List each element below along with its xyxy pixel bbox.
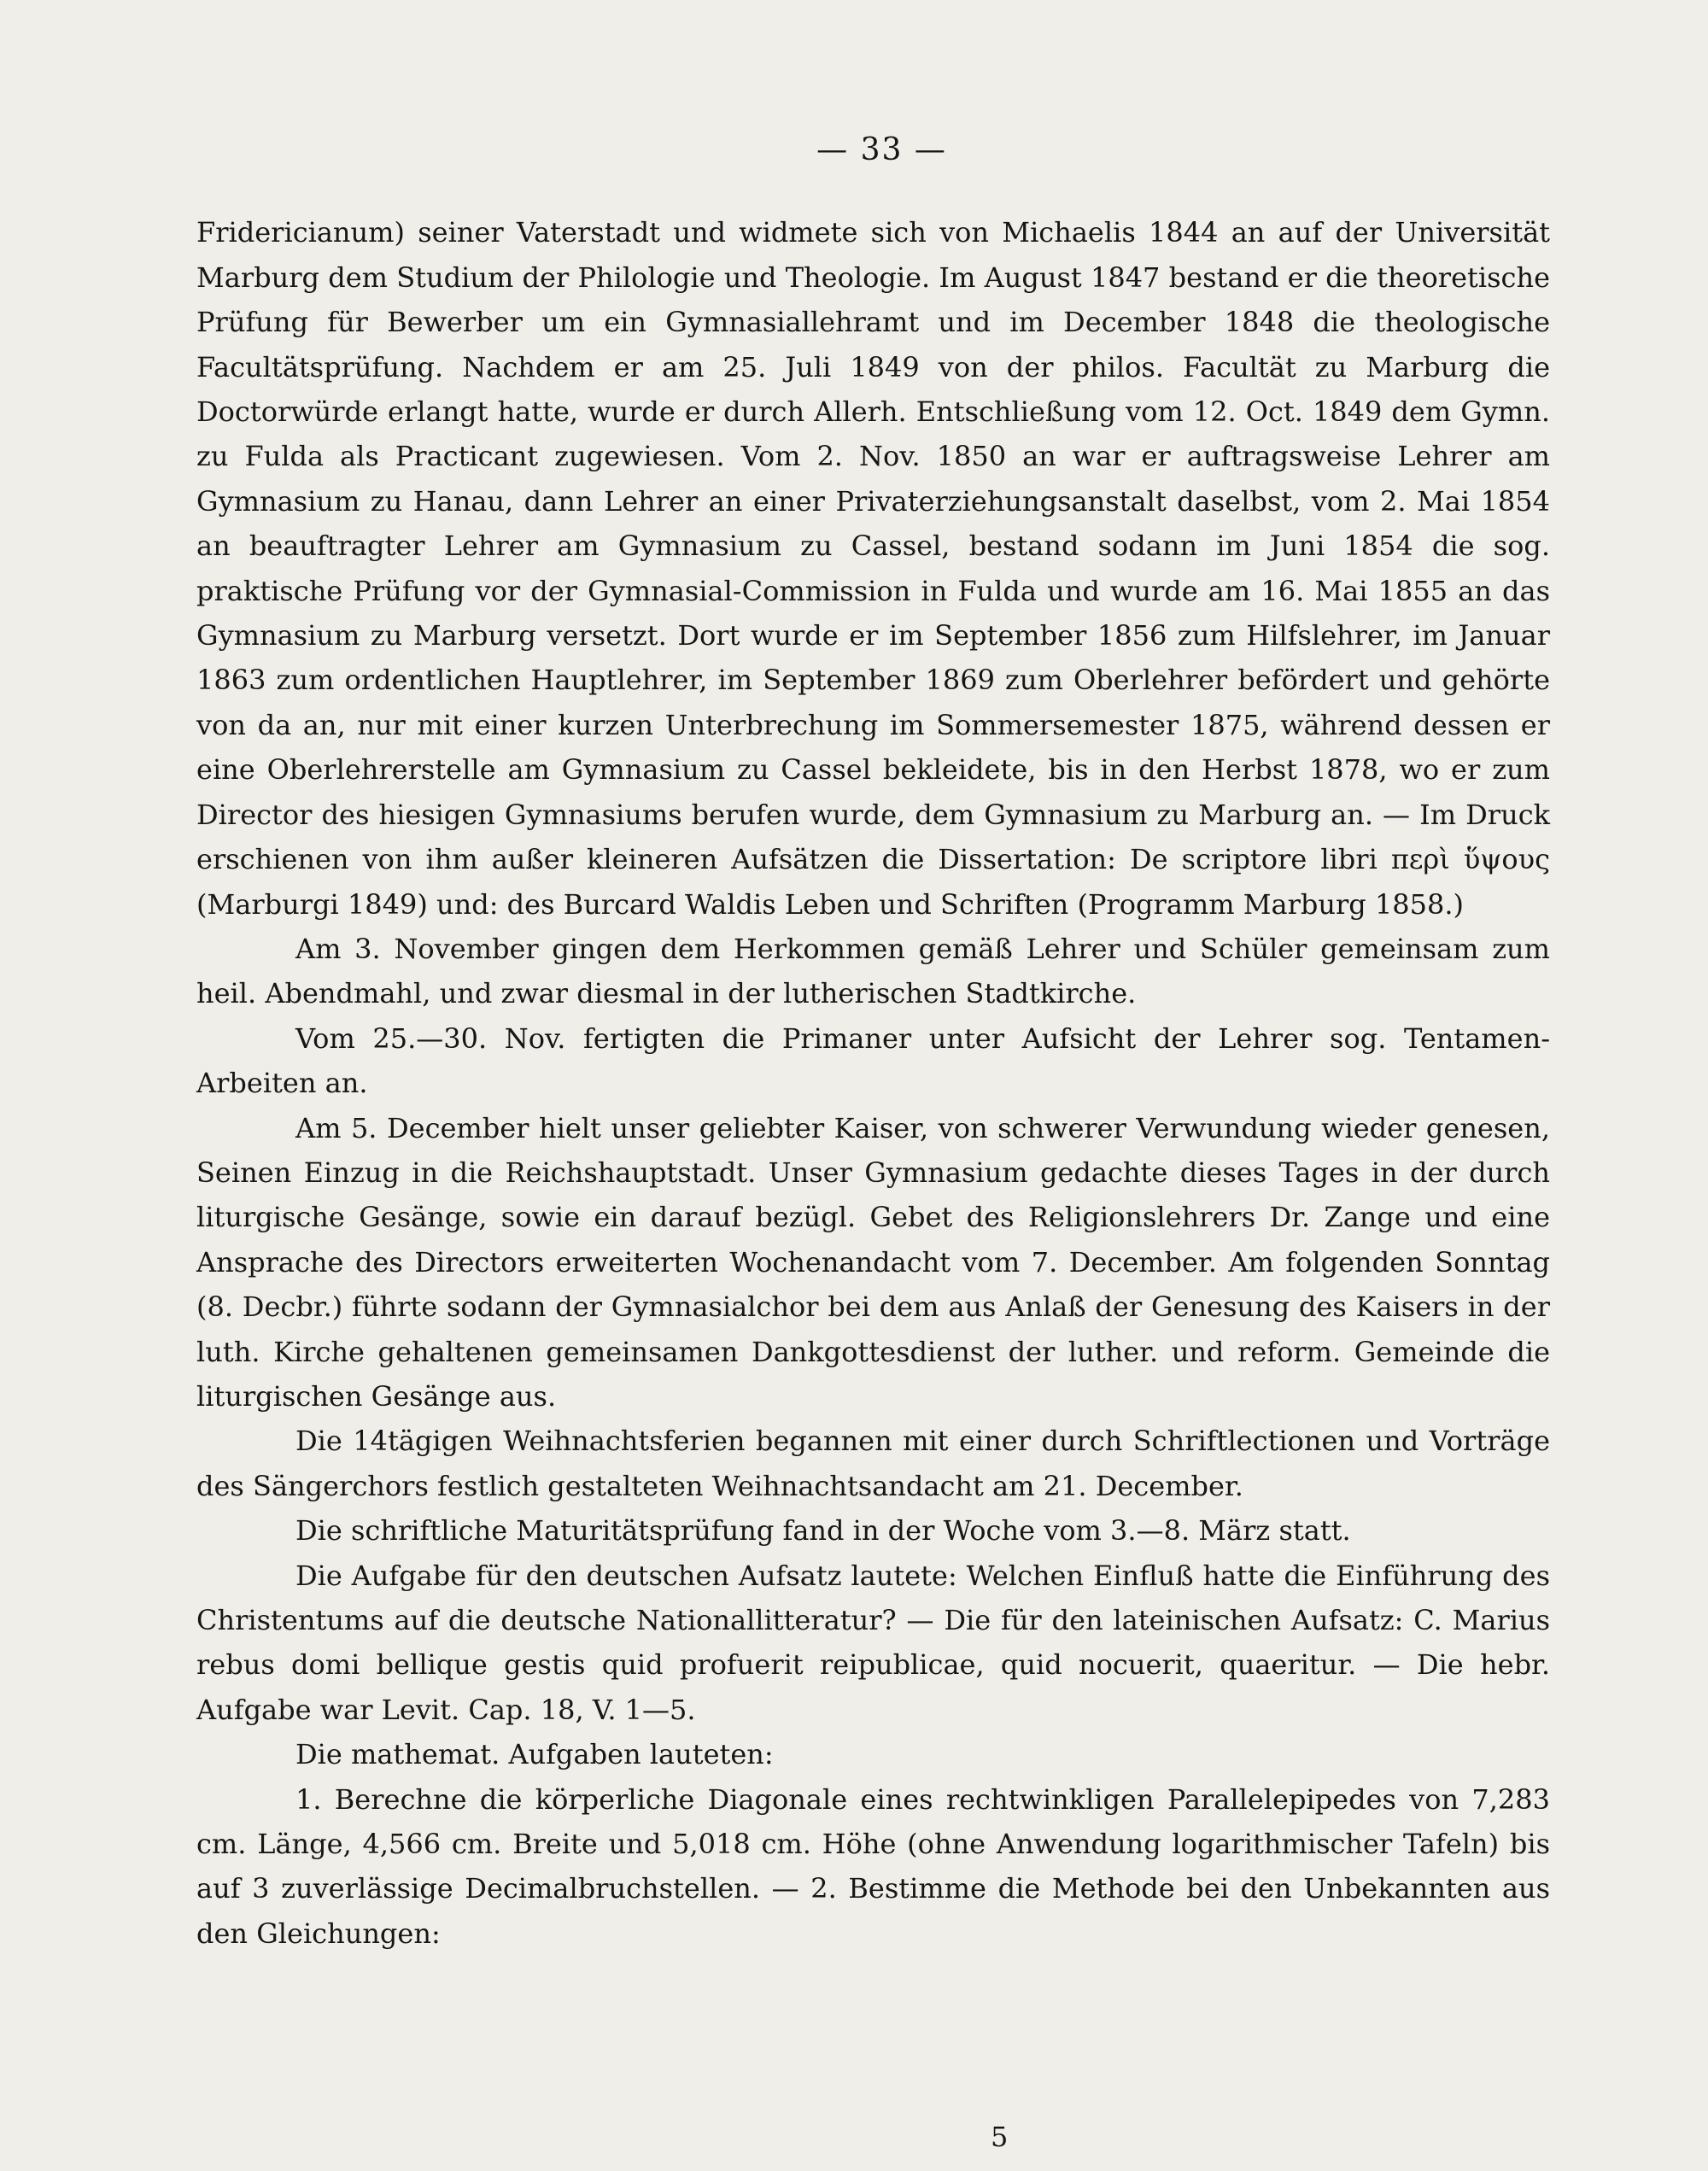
paragraph-tentamen: Vom 25.—30. Nov. fertigten die Primaner unter Aufsicht der Lehrer sog. Tentamen-Arbeiten an. [196,1021,1550,1100]
paragraph-essay-topics: Die Aufgabe für den deutschen Aufsatz lautete: Welchen Einfluß hatte die Einführung des Christentums auf die deutsche Nationallitteratur? — Die für den lateinischen Aufsatz: C. Marius rebus domi bellique gestis quid profuerit reipublicae, quid nocuerit, quaeritur. — Die hebr. Aufgabe war Levit. Cap. 18, V. 1—5. [196,1559,1550,1726]
paragraph-communion: Am 3. November gingen dem Herkommen gemäß Lehrer und Schüler gemeinsam zum heil. Abendmahl, und zwar diesmal in der lutherischen Stadtkirche. [196,932,1550,1010]
paragraph-math-tasks: 1. Berechne die körperliche Diagonale eines rechtwinkligen Parallelepipedes von 7,283 cm. Länge, 4,566 cm. Breite und 5,018 cm. Höhe (ohne Anwendung logarithmischer Tafeln) bis auf 3 zuverlässige Decimalbruchstellen. — 2. Bestimme die Methode bei den Unbekannten aus den Gleichungen: [196,1782,1550,1950]
paragraph-written-exam: Die schriftliche Maturitätsprüfung fand in der Woche vom 3.—8. März statt. [295,1514,1351,1548]
signature-mark: 5 [991,2121,1009,2153]
paragraph-christmas-holidays: Die 14tägigen Weihnachtsferien begannen mit einer durch Schriftlectionen und Vorträge des Sängerchors festlich gestalteten Weihnachtsandacht am 21. December. [196,1425,1550,1502]
page-number: — 33 — [816,132,947,167]
paragraph-biography: Fridericianum) seiner Vaterstadt und widmete sich von Michaelis 1844 an auf der Universität Marburg dem Studium der Philologie und Theologie. Im August 1847 bestand er die theoretische Prüfung für Bewerber um ein Gymnasiallehramt und im December 1848 die theologische Facultätsprüfung. Nachdem er am 25. Juli 1849 von der philos. Facultät zu Marburg die Doctorwürde erlangt hatte, wurde er durch Allerh. Entschließung vom 12. Oct. 1849 dem Gymn. zu Fulda als Practicant zugewiesen. Vom 2. Nov. 1850 an war er auftragsweise Lehrer am Gymnasium zu Hanau, dann Lehrer an einer Privaterziehungsanstalt daselbst, vom 2. Mai 1854 an beauftragter Lehrer am Gymnasium zu Cassel, bestand sodann im Juni 1854 die sog. praktische Prüfung vor der Gymnasial-Commission in Fulda und wurde am 16. Mai 1855 an das Gymnasium zu Marburg versetzt. Dort wurde er im September 1856 zum Hilfslehrer, im Januar 1863 zum ordentlichen Hauptlehrer, im September 1869 zum Oberlehrer befördert und gehörte von da an, nur mit einer kurzen Unterbrechung im Sommersemester 1875, während dessen er eine Oberlehrerstelle am Gymnasium zu Cassel bekleidete, bis in den Herbst 1878, wo er zum Director des hiesigen Gymnasiums berufen wurde, dem Gymnasium zu Marburg an. — Im Druck erschienen von ihm außer kleineren Aufsätzen die Dissertation: De scriptore libri περὶ ὕψους (Marburgi 1849) und: des Burcard Waldis Leben und Schriften (Programm Marburg 1858.) [196,216,1550,921]
paragraph-emperor: Am 5. December hielt unser geliebter Kaiser, von schwerer Verwundung wieder genesen, Seinen Einzug in die Reichshauptstadt. Unser Gymnasium gedachte dieses Tages in der durch liturgische Gesänge, sowie ein darauf bezügl. Gebet des Religionslehrers Dr. Zange und eine Ansprache des Directors erweiterten Wochenandacht vom 7. December. Am folgenden Sonntag (8. Decbr.) führte sodann der Gymnasialchor bei dem aus Anlaß der Genesung des Kaisers in der luth. Kirche gehaltenen gemeinsamen Dankgottesdienst der luther. und reform. Gemeinde die liturgischen Gesänge aus. [196,1111,1550,1413]
page-body [196,128,1550,1956]
paragraph-math-heading: Die mathemat. Aufgaben lauteten: [295,1738,774,1771]
